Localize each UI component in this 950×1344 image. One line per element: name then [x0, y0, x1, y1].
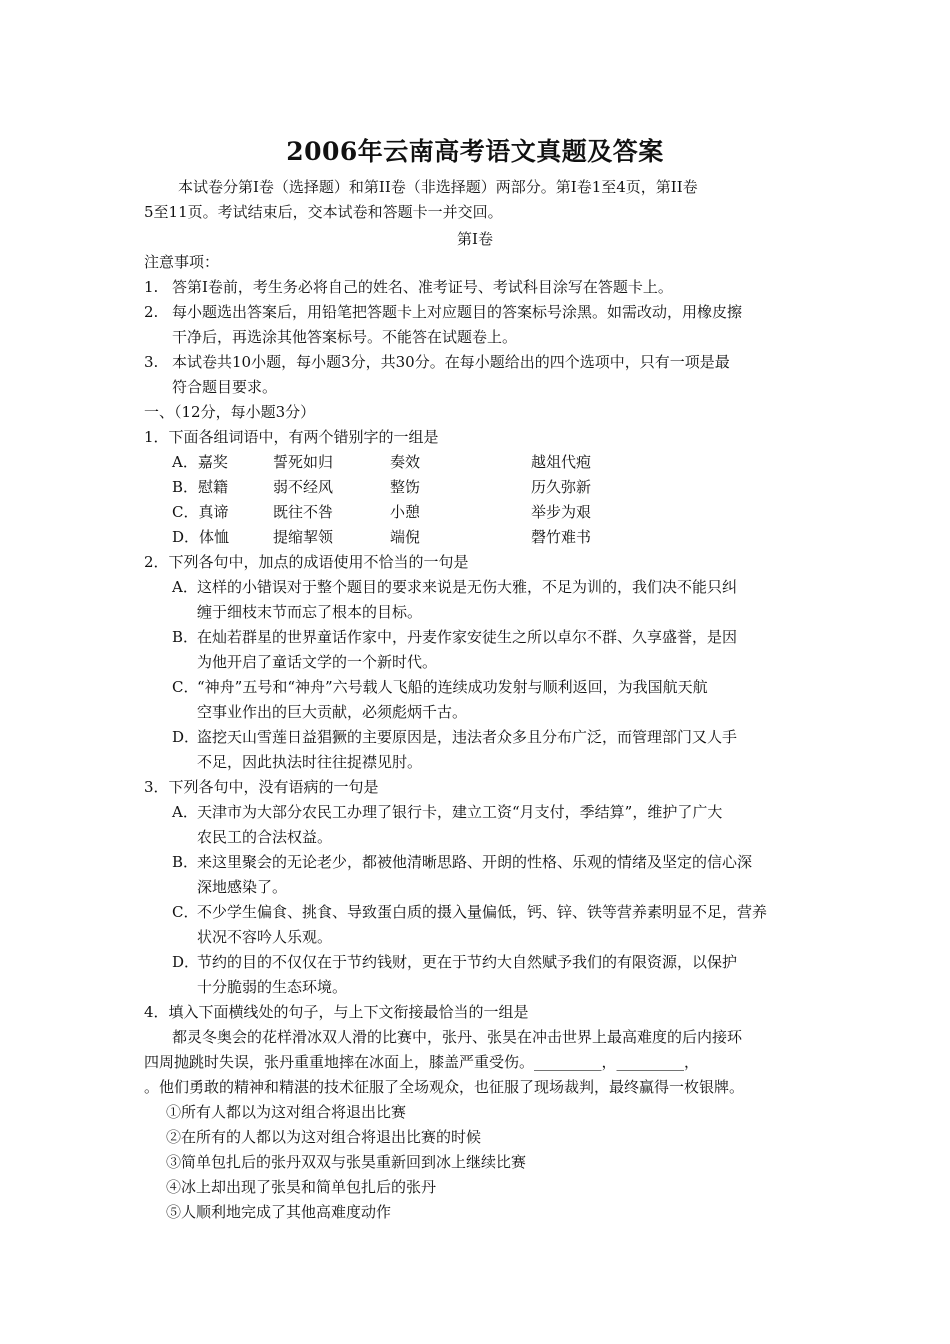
- notice-3-text: 本试卷共10小题，每小题3分，共30分。在每小题给出的四个选项中，只有一项是最: [172, 353, 730, 371]
- notice-2-number: 2.: [144, 303, 159, 321]
- q1-option-c-label: C．真谛: [172, 503, 229, 521]
- page-title: 2006年云南高考语文真题及答案: [286, 137, 664, 166]
- notice-2-text: 每小题选出答案后，用铅笔把答题卡上对应题目的答案标号涂黑。如需改动，用橡皮擦: [172, 303, 743, 321]
- q2-option-d-text-cont: 不足，因此执法时往往捉襟见肘。: [197, 753, 423, 771]
- q3-option-a-text-cont: 农民工的合法权益。: [197, 828, 333, 846]
- q3-option-d-label: D．: [172, 953, 200, 971]
- q1-option-a-label: A．嘉奖: [172, 453, 228, 471]
- q4-item-5: ⑤人顺利地完成了其他高难度动作: [166, 1203, 392, 1221]
- q2-stem: 2．下列各句中，加点的成语使用不恰当的一句是: [144, 553, 469, 571]
- q4-stem: 4．填入下面横线处的句子，与上下文衔接最恰当的一组是: [144, 1003, 529, 1021]
- q2-option-a-label: A．: [172, 578, 198, 596]
- notice-3-number: 3.: [144, 353, 159, 371]
- q2-option-b-text-cont: 为他开启了童话文学的一个新时代。: [197, 653, 438, 671]
- q2-option-c-text: “神舟”五号和“神舟”六号载人飞船的连续成功发射与顺利返回，为我国航天航: [197, 678, 708, 696]
- q4-item-1: ①所有人都以为这对组合将退出比赛: [166, 1103, 407, 1121]
- section-label: 第Ⅰ卷: [457, 230, 493, 248]
- q3-option-d-text: 节约的目的不仅仅在于节约钱财，更在于节约大自然赋予我们的有限资源，以保护: [197, 953, 738, 971]
- intro-line-1: 本试卷分第Ⅰ卷（选择题）和第II卷（非选择题）两部分。第Ⅰ卷1至4页，第II卷: [178, 178, 698, 196]
- q1-option-b-word-1: 弱不经风: [273, 478, 334, 496]
- part-one-heading: 一、（12分，每小题3分）: [144, 403, 316, 421]
- q4-paragraph-line-1: 都灵冬奥会的花样滑冰双人滑的比赛中，张丹、张昊在冲击世界上最高难度的后内接环: [172, 1028, 743, 1046]
- q2-option-b-text: 在灿若群星的世界童话作家中，丹麦作家安徒生之所以卓尔不群、久享盛誉，是因: [197, 628, 738, 646]
- q2-option-a-text: 这样的小错误对于整个题目的要求来说是无伤大雅，不足为训的，我们决不能只纠: [197, 578, 738, 596]
- notice-2-text-cont: 干净后，再选涂其他答案标号。不能答在试题卷上。: [172, 328, 518, 346]
- q3-option-d-text-cont: 十分脆弱的生态环境。: [197, 978, 348, 996]
- notice-1-number: 1.: [144, 278, 159, 296]
- q3-option-b-text-cont: 深地感染了。: [197, 878, 288, 896]
- q2-option-d-label: D．: [172, 728, 200, 746]
- q1-option-b-word-2: 整饬: [390, 478, 421, 496]
- q3-option-c-text-cont: 状况不容吟人乐观。: [197, 928, 333, 946]
- q3-option-b-text: 来这里聚会的无论老少，都被他清晰思路、开朗的性格、乐观的情绪及坚定的信心深: [197, 853, 753, 871]
- q2-option-c-text-cont: 空事业作出的巨大贡献，必须彪炳千古。: [197, 703, 468, 721]
- q3-option-a-label: A．: [172, 803, 198, 821]
- q1-stem: 1．下面各组词语中，有两个错别字的一组是: [144, 428, 439, 446]
- q1-option-d-word-2: 端倪: [390, 528, 421, 546]
- q3-option-a-text: 天津市为大部分农民工办理了银行卡，建立工资“月支付，季结算”，维护了广大: [197, 803, 723, 821]
- q1-option-a-word-3: 越俎代疱: [531, 453, 592, 471]
- q2-option-a-text-cont: 缠于细枝末节而忘了根本的目标。: [197, 603, 423, 621]
- q4-paragraph-line-3: 。他们勇敢的精神和精湛的技术征服了全场观众，也征服了现场裁判，最终赢得一枚银牌。: [144, 1078, 745, 1096]
- q1-option-d-label: D．体恤: [172, 528, 230, 546]
- q1-option-c-word-1: 既往不咎: [273, 503, 334, 521]
- q3-option-b-label: B．: [172, 853, 199, 871]
- q1-option-b-word-3: 历久弥新: [531, 478, 592, 496]
- q1-option-c-word-3: 举步为艰: [531, 503, 592, 521]
- q4-item-2: ②在所有的人都以为这对组合将退出比赛的时候: [166, 1128, 482, 1146]
- q4-item-3: ③简单包扎后的张丹双双与张昊重新回到冰上继续比赛: [166, 1153, 527, 1171]
- q2-option-b-label: B．: [172, 628, 199, 646]
- q1-option-a-word-2: 奏效: [390, 453, 421, 471]
- q1-option-d-word-1: 提缩挈领: [273, 528, 334, 546]
- q1-option-d-word-3: 磬竹难书: [531, 528, 592, 546]
- q1-option-c-word-2: 小憩: [390, 503, 421, 521]
- q1-option-a-word-1: 誓死如归: [273, 453, 334, 471]
- q2-option-c-label: C．: [172, 678, 199, 696]
- q1-option-b-label: B．慰籍: [172, 478, 229, 496]
- intro-line-2: 5至11页。考试结束后，交本试卷和答题卡一并交回。: [144, 203, 503, 221]
- notice-heading: 注意事项：: [144, 253, 220, 271]
- notice-3-text-cont: 符合题目要求。: [172, 378, 278, 396]
- q2-option-d-text: 盗挖天山雪莲日益猖獗的主要原因是，违法者众多且分布广泛，而管理部门又人手: [197, 728, 738, 746]
- q4-item-4: ④冰上却出现了张昊和简单包扎后的张丹: [166, 1178, 437, 1196]
- q3-option-c-label: C．: [172, 903, 199, 921]
- notice-1-text: 答第Ⅰ卷前，考生务必将自己的姓名、准考证号、考试科目涂写在答题卡上。: [172, 278, 673, 296]
- q3-stem: 3．下列各句中，没有语病的一句是: [144, 778, 379, 796]
- q3-option-c-text: 不少学生偏食、挑食、导致蛋白质的摄入量偏低，钙、锌、铁等营养素明显不足，营养: [197, 903, 768, 921]
- q4-paragraph-line-2: 四周抛跳时失误，张丹重重地摔在冰面上，膝盖严重受伤。_________，_________，: [144, 1053, 700, 1071]
